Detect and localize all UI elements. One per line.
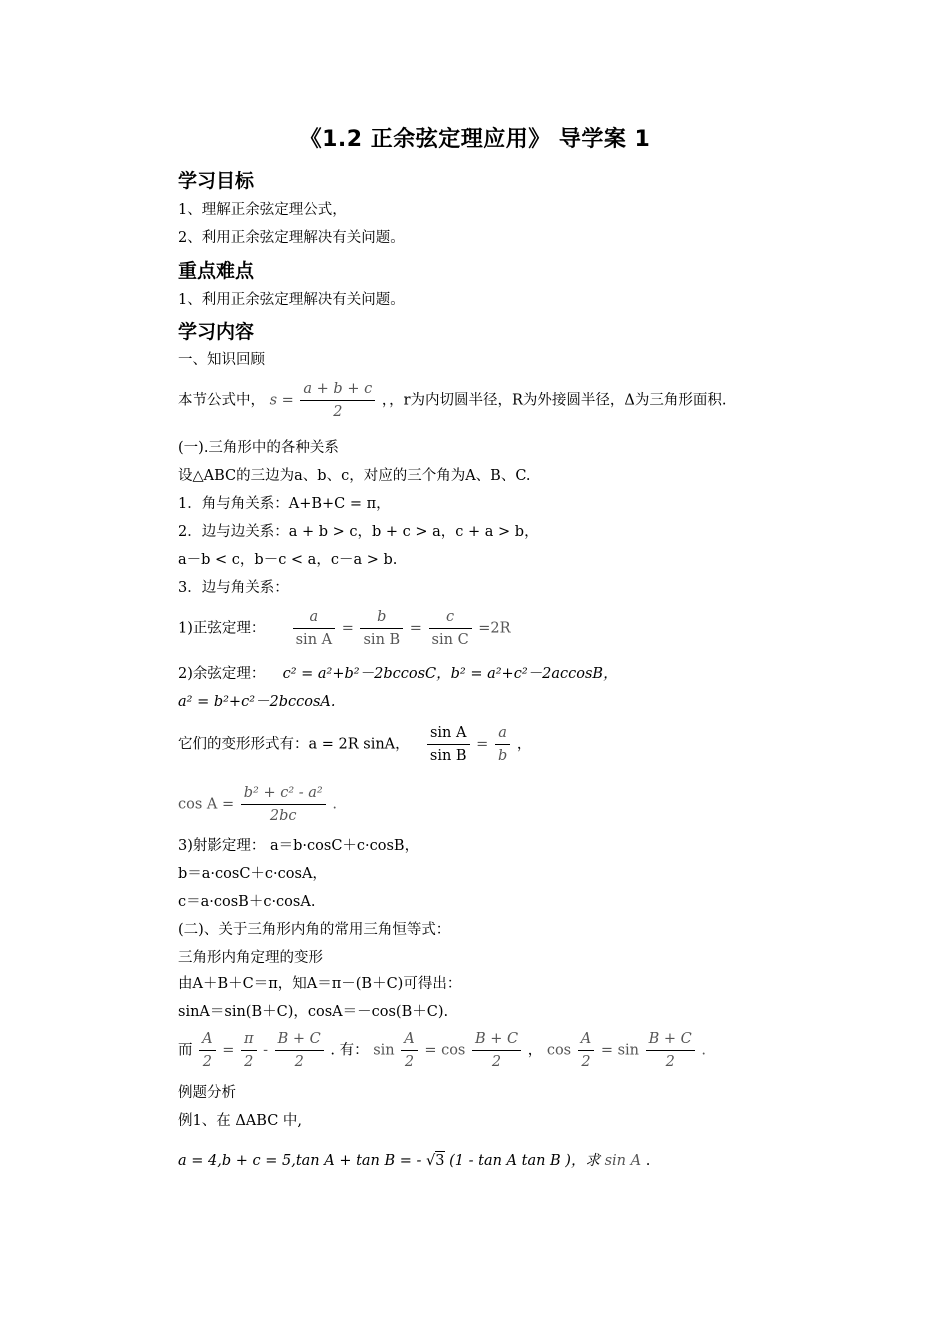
cosA-end: . (332, 796, 337, 813)
variant-b: b (497, 748, 508, 764)
half-mid: . 有： (330, 1042, 369, 1059)
cosine-law-line (178, 664, 618, 684)
formula-denominator: 2 (333, 404, 343, 420)
example-title: 例题分析 (178, 1085, 236, 1101)
sine-law-line (178, 606, 511, 651)
deduce-line: 由A＋B＋C＝π，知A＝π－(B＋C)可得出： (178, 976, 462, 992)
half-eq-1: = (222, 1042, 235, 1059)
half-2e: 2 (491, 1054, 502, 1070)
half-sin: sin (373, 1042, 395, 1059)
half-eq-2: = (424, 1042, 437, 1059)
sine-a: a (293, 606, 336, 629)
goal-item-2: 2、利用正余弦定理解决有关问题。 (178, 230, 405, 246)
variant-title: 三角形内角定理的变形 (178, 950, 323, 966)
half-angle-line (178, 1028, 706, 1073)
example1-sqrt: 3 (435, 1153, 445, 1169)
variant-fraction-sin (427, 722, 470, 767)
formula-rest: ，，r为内切圆半径，R为外接圆半径，Δ为三角形面积. (381, 392, 727, 409)
variant-comma: ， (516, 736, 532, 753)
sine-fraction-c (429, 606, 472, 651)
sine-c: c (429, 606, 472, 629)
sine-sinB: sin B (363, 632, 401, 648)
cosA-fraction (241, 782, 326, 827)
example1-intro: 例1、在 ΔABC 中, (178, 1113, 303, 1129)
key-item-1: 1、利用正余弦定理解决有关问题。 (178, 292, 405, 308)
projection-law: 3)射影定理： a＝b·cosC＋c·cosB， (178, 838, 420, 854)
half-A3: A (578, 1028, 594, 1051)
half-frac-BC2 (472, 1028, 521, 1073)
part2-title: (二)、关于三角形内角的常用三角恒等式： (178, 922, 451, 938)
variant-a: a (495, 722, 510, 745)
sqrt-sign: √ (426, 1153, 436, 1169)
cosine-law-label: 2)余弦定理： (178, 666, 266, 682)
half-2f: 2 (581, 1054, 591, 1070)
half-A2: A (401, 1028, 417, 1051)
part1-title: (一).三角形中的各种关系 (178, 440, 339, 456)
half-frac-BC (275, 1028, 324, 1073)
variant-label: 它们的变形形式有：a = 2R sinA， (178, 736, 410, 753)
formula-line (178, 378, 727, 423)
example1-end: . (645, 1153, 651, 1169)
edge-relation-2: a－b < c，b－c < a，c－a > b. (178, 552, 398, 568)
heading-key-points: 重点难点 (178, 260, 255, 282)
sine-sinA: sin A (295, 632, 333, 648)
example1-ask: sin A (604, 1153, 642, 1169)
cosine-law-formula-1: c² = a²+b²－2bccosC，b² = a²+c²－2accosB， (282, 666, 618, 682)
goal-item-1: 1、理解正余弦定理公式， (178, 202, 347, 218)
formula-intro: 本节公式中， (178, 392, 265, 409)
half-cos: cos (441, 1042, 466, 1059)
sine-fraction-a (293, 606, 336, 651)
half-frac-A2 (401, 1028, 417, 1073)
half-cos-2: cos (546, 1042, 572, 1059)
example1-rest: (1 - tan A tan B )，求 (449, 1153, 600, 1169)
half-2g: 2 (665, 1054, 675, 1070)
sine-b: b (360, 606, 403, 629)
half-minus: - (263, 1042, 269, 1059)
review-title: 一、知识回顾 (178, 352, 265, 368)
formula-fraction (300, 378, 375, 423)
variant-sinA: sin A (427, 722, 470, 745)
document-title: 《1.2 正余弦定理应用》 导学案 1 (299, 127, 651, 152)
sine-eq-1: = (341, 620, 354, 637)
half-BC2: B + C (472, 1028, 521, 1051)
cosA-label: cos A = (178, 796, 235, 813)
cosA-numerator: b² + c² - a² (241, 782, 326, 805)
half-end: . (701, 1042, 706, 1059)
half-A: A (199, 1028, 215, 1051)
sine-2R: =2R (478, 620, 511, 637)
half-sin-2: sin (617, 1042, 640, 1059)
cosA-denominator: 2bc (269, 808, 297, 824)
heading-content: 学习内容 (178, 321, 255, 343)
cosA-line (178, 782, 337, 827)
setup-line: 设△ABC的三边为a、b、c，对应的三个角为A、B、C. (178, 468, 531, 484)
sine-sinC: sin C (431, 632, 469, 648)
variant-line (178, 722, 531, 767)
edge-angle-relation: 3．边与角关系： (178, 580, 289, 596)
half-comma: ， (527, 1042, 543, 1059)
identity-line: sinA＝sin(B＋C)，cosA＝－cos(B＋C). (178, 1004, 449, 1020)
half-frac-BC3 (646, 1028, 695, 1073)
edge-relation: 2．边与边关系：a + b > c，b + c > a，c + a > b， (178, 524, 539, 540)
half-BC: B + C (275, 1028, 324, 1051)
example1-equation (178, 1151, 650, 1171)
sine-fraction-b (360, 606, 403, 651)
variant-fraction-ab (495, 722, 510, 767)
half-2b: 2 (244, 1054, 254, 1070)
cosine-law-formula-2: a² = b²+c²－2bccosA. (178, 694, 336, 710)
heading-goals: 学习目标 (178, 170, 255, 192)
half-BC3: B + C (646, 1028, 695, 1051)
half-eq-3: = (600, 1042, 613, 1059)
half-2: 2 (202, 1054, 212, 1070)
variant-sinB: sin B (429, 748, 467, 764)
half-frac-A3 (578, 1028, 594, 1073)
projection-2: b＝a·cosC＋c·cosA， (178, 866, 327, 882)
formula-numerator: a + b + c (300, 378, 375, 401)
half-2c: 2 (294, 1054, 304, 1070)
half-2d: 2 (404, 1054, 415, 1070)
variant-eq: = (476, 736, 489, 753)
example1-eq: a = 4,b + c = 5,tan A + tan B = - (178, 1153, 422, 1169)
half-frac-pi (241, 1028, 257, 1073)
sine-eq-2: = (409, 620, 422, 637)
formula-s: s = (269, 392, 294, 409)
projection-3: c＝a·cosB＋c·cosA. (178, 894, 316, 910)
half-pi: π (241, 1028, 257, 1051)
half-prefix: 而 (178, 1042, 193, 1059)
angle-relation: 1．角与角关系：A+B+C = π， (178, 496, 391, 512)
sine-law-label: 1)正弦定理： (178, 620, 266, 637)
half-frac-A (199, 1028, 215, 1073)
